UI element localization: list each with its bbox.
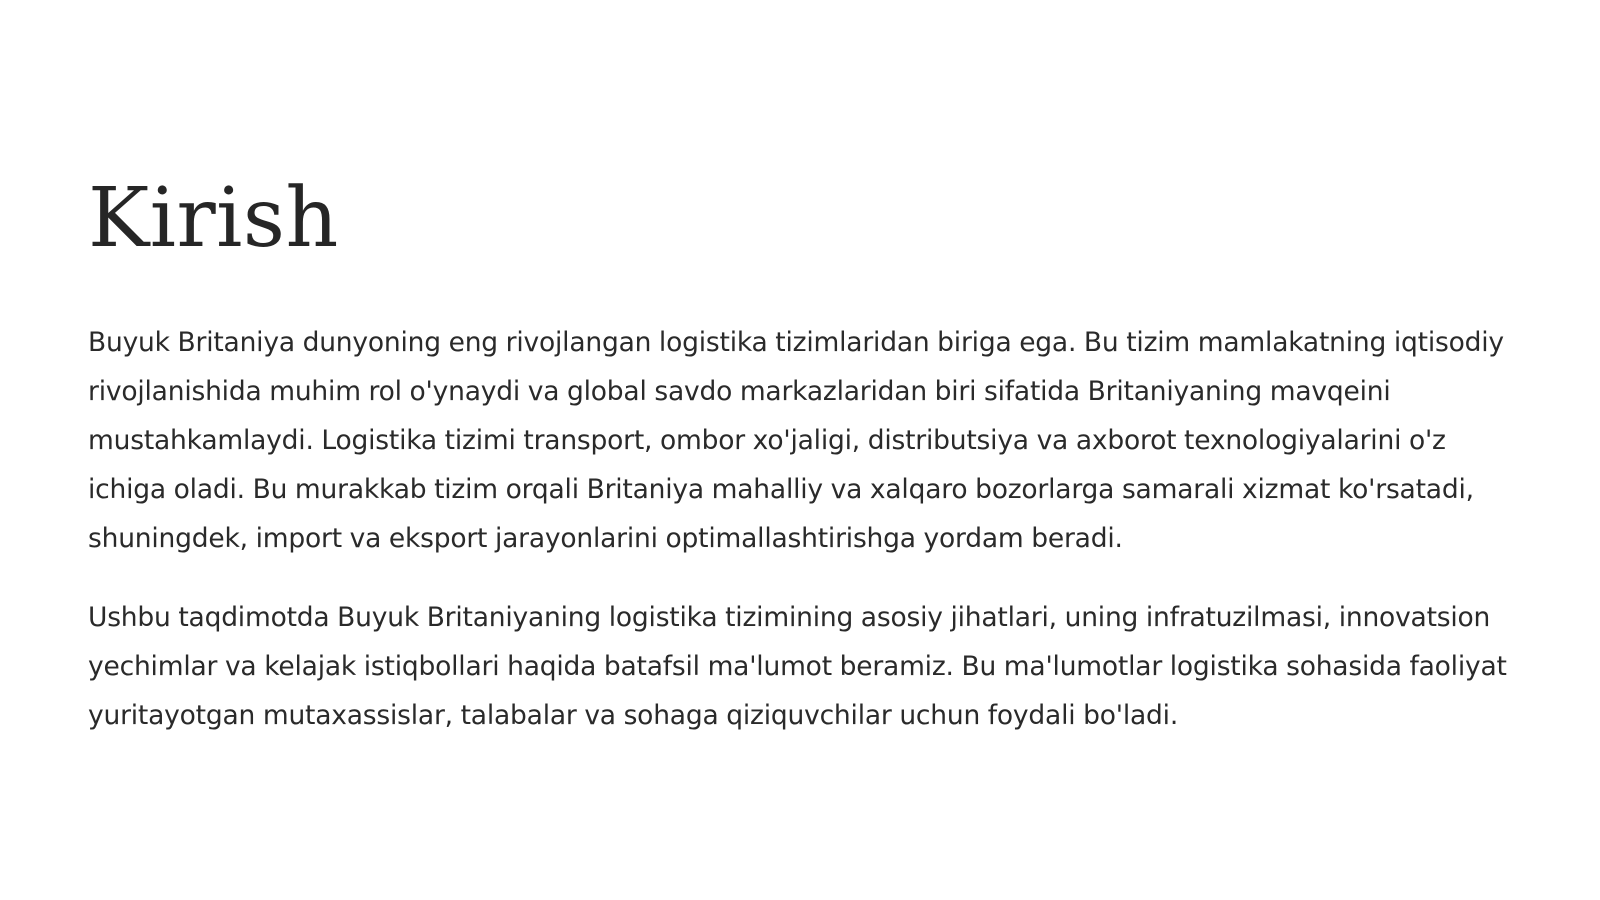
slide-title: Kirish bbox=[88, 171, 339, 266]
slide-body bbox=[88, 318, 1528, 770]
intro-paragraph-1: Buyuk Britaniya dunyoning eng rivojlangan logistika tizimlaridan biriga ega. Bu tizim mamlakatning iqtisodiy rivojlanishida muhim rol o'ynaydi va global savdo markazlaridan biri sifatida Britaniyaning mavqeini mustahkamlaydi. Logistika tizimi transport, ombor xo'jaligi, distributsiya va axborot texnologiyalarini o'z ichiga oladi. Bu murakkab tizim orqali Britaniya mahalliy va xalqaro bozorlarga samarali xizmat ko'rsatadi, shuningdek, import va eksport jarayonlarini optimallashtirishga yordam beradi. bbox=[88, 327, 1504, 554]
intro-paragraph-2: Ushbu taqdimotda Buyuk Britaniyaning logistika tizimining asosiy jihatlari, uning infratuzilmasi, innovatsion yechimlar va kelajak istiqbollari haqida batafsil ma'lumot beramiz. Bu ma'lumotlar logistika sohasida faoliyat yuritayotgan mutaxassislar, talabalar va sohaga qiziquvchilar uchun foydali bo'ladi. bbox=[88, 602, 1507, 731]
